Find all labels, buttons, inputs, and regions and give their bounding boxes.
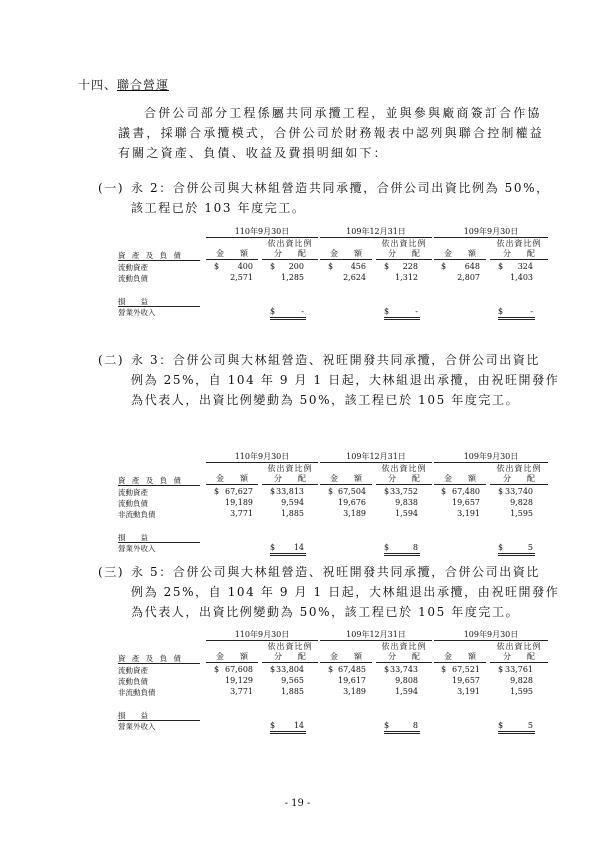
alloc-header-bottom: 分 配 — [503, 249, 535, 258]
section-text-line-1: 永 2：合併公司與大林組營造共同承攬，合併公司出資比例為 50%， — [131, 181, 550, 195]
table-cell-alloc: 9,838 — [395, 498, 418, 507]
total-double-rule — [384, 731, 420, 734]
group-label-assets-liabilities: 資 產 及 負 債 — [118, 251, 184, 260]
amount-header: 金 額 — [216, 249, 248, 258]
amount-header: 金 額 — [444, 249, 476, 258]
alloc-header-top: 依出資比例 — [267, 642, 313, 651]
table-cell-alloc: 8 — [412, 543, 418, 552]
alloc-header-rule — [490, 259, 548, 260]
group-label-assets-liabilities: 資 產 及 負 債 — [118, 654, 184, 663]
table-row-label: 流動負債 — [118, 499, 148, 508]
currency-sign: $ — [498, 487, 504, 496]
group-label-assets-liabilities: 資 產 及 負 債 — [118, 476, 184, 485]
period-header: 109年12月31日 — [346, 630, 406, 639]
currency-sign: $ — [384, 665, 390, 674]
table-cell-alloc: 200 — [288, 262, 304, 271]
section-text-line-1: 永 3：合併公司與大林組營造、祝旺開發共同承攬，合併公司出資比 — [131, 353, 541, 367]
total-double-rule — [270, 731, 306, 734]
currency-sign: $ — [498, 262, 504, 271]
currency-sign: $ — [384, 487, 390, 496]
table-cell-alloc: 1,312 — [395, 273, 418, 282]
currency-sign: $ — [441, 262, 447, 271]
table-cell-alloc: 1,885 — [281, 687, 304, 696]
table-row-label: 流動負債 — [118, 677, 148, 686]
table-cell-alloc: 14 — [293, 543, 304, 552]
alloc-header-rule — [262, 484, 318, 485]
currency-sign: $ — [498, 543, 504, 552]
currency-sign: $ — [270, 665, 276, 674]
table-cell-amount: 67,504 — [338, 487, 366, 496]
section-text-line-2: 例為 25%，自 104 年 9 月 1 日起，大林組退出承攬，由祝旺開發作 — [131, 585, 560, 599]
total-double-rule — [270, 553, 306, 556]
amount-header: 金 額 — [216, 652, 248, 661]
amount-header-rule — [320, 259, 372, 260]
period-header: 109年9月30日 — [463, 227, 519, 236]
table-cell-amount: 2,807 — [457, 273, 480, 282]
currency-sign: $ — [270, 543, 276, 552]
total-double-rule — [498, 731, 535, 734]
alloc-header-top: 依出資比例 — [267, 464, 313, 473]
section-text-line-2: 該工程已於 103 年度完工。 — [131, 201, 306, 215]
group-label-profit-loss: 損 益 — [118, 297, 148, 306]
heading-number: 十四、 — [78, 78, 118, 92]
table-cell-alloc: 1,595 — [510, 509, 533, 518]
table-row-label: 流動資產 — [118, 666, 148, 675]
table-cell-alloc: 33,761 — [505, 665, 533, 674]
table-row-label: 營業外收入 — [118, 308, 156, 317]
currency-sign: $ — [270, 262, 276, 271]
amount-header-rule — [434, 662, 486, 663]
table-cell-alloc: 9,565 — [281, 676, 304, 685]
table-cell-amount: 3,771 — [230, 687, 253, 696]
amount-header: 金 額 — [330, 474, 362, 483]
period-header: 110年9月30日 — [234, 452, 290, 461]
currency-sign: $ — [498, 307, 504, 316]
table-cell-amount: 3,189 — [343, 509, 366, 518]
currency-sign: $ — [384, 721, 390, 730]
table-row-label: 非流動負債 — [118, 688, 156, 697]
table-cell-alloc: 1,403 — [510, 273, 533, 282]
currency-sign: $ — [270, 721, 276, 730]
alloc-header-rule — [262, 259, 318, 260]
currency-sign: $ — [328, 487, 334, 496]
table-cell-alloc: 5 — [527, 721, 533, 730]
alloc-header-rule — [376, 484, 432, 485]
table-cell-amount: 19,676 — [338, 498, 366, 507]
table-cell-alloc: 324 — [517, 262, 533, 271]
amount-header-rule — [206, 662, 258, 663]
currency-sign: $ — [384, 307, 390, 316]
table-cell-amount: 67,521 — [452, 665, 480, 674]
alloc-header-top: 依出資比例 — [496, 642, 542, 651]
currency-sign: $ — [384, 543, 390, 552]
table-cell-amount: 19,189 — [225, 498, 253, 507]
alloc-header-top: 依出資比例 — [496, 464, 542, 473]
section-text-line-3: 為代表人，出資比例變動為 50%，該工程已於 105 年度完工。 — [131, 605, 520, 619]
total-double-rule — [498, 317, 535, 320]
period-header: 110年9月30日 — [234, 630, 290, 639]
alloc-header-bottom: 分 配 — [388, 249, 420, 258]
amount-header-rule — [434, 259, 486, 260]
amount-header: 金 額 — [330, 249, 362, 258]
table-cell-amount: 3,189 — [343, 687, 366, 696]
amount-header-rule — [434, 484, 486, 485]
currency-sign: $ — [270, 487, 276, 496]
alloc-header-bottom: 分 配 — [503, 474, 535, 483]
page-number: - 19 - — [284, 798, 311, 809]
amount-header-rule — [320, 662, 372, 663]
alloc-header-rule — [490, 662, 548, 663]
section-marker: (二) — [98, 353, 125, 367]
section-text-line-1: 永 5：合併公司與大林組營造、祝旺開發共同承攬，合併公司出資比 — [131, 565, 541, 579]
table-cell-alloc: 1,285 — [281, 273, 304, 282]
period-header: 110年9月30日 — [234, 227, 290, 236]
alloc-header-rule — [490, 484, 548, 485]
table-cell-alloc: 33,752 — [390, 487, 418, 496]
table-cell-amount: 19,657 — [452, 676, 480, 685]
amount-header-rule — [206, 259, 258, 260]
alloc-header-bottom: 分 配 — [274, 652, 306, 661]
table-cell-amount: 67,485 — [338, 665, 366, 674]
table-cell-amount: 2,624 — [343, 273, 366, 282]
period-header: 109年9月30日 — [463, 452, 519, 461]
table-cell-amount: 19,617 — [338, 676, 366, 685]
amount-header: 金 額 — [444, 652, 476, 661]
total-double-rule — [270, 317, 306, 320]
table-cell-amount: 2,571 — [230, 273, 253, 282]
section-text-line-2: 例為 25%，自 104 年 9 月 1 日起，大林組退出承攬，由祝旺開發作 — [131, 373, 560, 387]
amount-header-rule — [320, 484, 372, 485]
currency-sign: $ — [498, 721, 504, 730]
table-cell-amount: 3,191 — [457, 687, 480, 696]
table-cell-alloc: - — [530, 307, 533, 316]
currency-sign: $ — [384, 262, 390, 271]
table-cell-alloc: 1,594 — [395, 509, 418, 518]
table-cell-amount: 3,771 — [230, 509, 253, 518]
alloc-header-top: 依出資比例 — [267, 239, 313, 248]
alloc-header-rule — [376, 259, 432, 260]
table-cell-amount: 456 — [350, 262, 366, 271]
table-cell-alloc: 9,594 — [281, 498, 304, 507]
table-cell-amount: 3,191 — [457, 509, 480, 518]
amount-header-rule — [206, 484, 258, 485]
alloc-header-top: 依出資比例 — [381, 239, 427, 248]
alloc-header-rule — [262, 662, 318, 663]
amount-header: 金 額 — [444, 474, 476, 483]
period-header: 109年9月30日 — [463, 630, 519, 639]
section-heading — [78, 76, 169, 93]
table-cell-alloc: - — [301, 307, 304, 316]
intro-line-3: 有關之資產、負債、收益及費損明細如下： — [118, 146, 388, 160]
amount-header: 金 額 — [216, 474, 248, 483]
table-cell-amount: 19,657 — [452, 498, 480, 507]
alloc-header-bottom: 分 配 — [274, 249, 306, 258]
alloc-header-top: 依出資比例 — [381, 464, 427, 473]
table-cell-amount: 400 — [237, 262, 253, 271]
table-cell-alloc: 5 — [527, 543, 533, 552]
table-cell-alloc: 1,595 — [510, 687, 533, 696]
currency-sign: $ — [328, 262, 334, 271]
alloc-header-top: 依出資比例 — [496, 239, 542, 248]
table-row-label: 營業外收入 — [118, 544, 156, 553]
table-cell-alloc: 33,813 — [276, 487, 304, 496]
table-cell-alloc: 9,828 — [510, 676, 533, 685]
currency-sign: $ — [214, 487, 220, 496]
group-label-rule — [118, 260, 200, 261]
alloc-header-bottom: 分 配 — [388, 652, 420, 661]
total-double-rule — [384, 317, 420, 320]
table-cell-amount: 67,480 — [452, 487, 480, 496]
table-row-label: 流動資產 — [118, 488, 148, 497]
table-cell-alloc: 9,828 — [510, 498, 533, 507]
table-row-label: 流動資產 — [118, 263, 148, 272]
total-double-rule — [384, 553, 420, 556]
section-marker: (三) — [98, 565, 125, 579]
table-cell-alloc: 14 — [293, 721, 304, 730]
alloc-header-rule — [376, 662, 432, 663]
table-cell-alloc: 1,594 — [395, 687, 418, 696]
alloc-header-bottom: 分 配 — [503, 652, 535, 661]
table-cell-alloc: 33,740 — [505, 487, 533, 496]
table-row-label: 營業外收入 — [118, 722, 156, 731]
alloc-header-bottom: 分 配 — [274, 474, 306, 483]
currency-sign: $ — [214, 665, 220, 674]
table-cell-amount: 67,608 — [225, 665, 253, 674]
period-header: 109年12月31日 — [346, 227, 406, 236]
group-label-rule — [118, 485, 200, 486]
alloc-header-top: 依出資比例 — [381, 642, 427, 651]
table-cell-alloc: 228 — [402, 262, 418, 271]
period-header: 109年12月31日 — [346, 452, 406, 461]
table-cell-amount: 67,627 — [225, 487, 253, 496]
section-marker: (一) — [98, 181, 125, 195]
table-cell-alloc: 8 — [412, 721, 418, 730]
currency-sign: $ — [270, 307, 276, 316]
table-cell-alloc: 1,885 — [281, 509, 304, 518]
intro-line-2: 議書，採聯合承攬模式，合併公司於財務報表中認列與聯合控制權益 — [118, 126, 545, 140]
table-row-label: 非流動負債 — [118, 510, 156, 519]
currency-sign: $ — [441, 665, 447, 674]
table-cell-alloc: 33,743 — [390, 665, 418, 674]
currency-sign: $ — [214, 262, 220, 271]
intro-paragraph — [118, 103, 558, 163]
table-cell-amount: 19,129 — [225, 676, 253, 685]
intro-line-1: 合併公司部分工程係屬共同承攬工程，並與參與廠商簽訂合作協 — [144, 106, 542, 120]
table-cell-amount: 648 — [464, 262, 480, 271]
currency-sign: $ — [441, 487, 447, 496]
total-double-rule — [498, 553, 535, 556]
currency-sign: $ — [498, 665, 504, 674]
alloc-header-bottom: 分 配 — [388, 474, 420, 483]
group-label-profit-loss: 損 益 — [118, 711, 148, 720]
section-text-line-3: 為代表人，出資比例變動為 50%，該工程已於 105 年度完工。 — [131, 393, 520, 407]
table-row-label: 流動負債 — [118, 274, 148, 283]
table-cell-alloc: 9,808 — [395, 676, 418, 685]
heading-title: 聯合營運 — [117, 78, 170, 92]
table-cell-alloc: - — [415, 307, 418, 316]
table-cell-alloc: 33,804 — [276, 665, 304, 674]
group-label-rule — [118, 663, 200, 664]
group-label-profit-loss: 損 益 — [118, 533, 148, 542]
amount-header: 金 額 — [330, 652, 362, 661]
currency-sign: $ — [328, 665, 334, 674]
